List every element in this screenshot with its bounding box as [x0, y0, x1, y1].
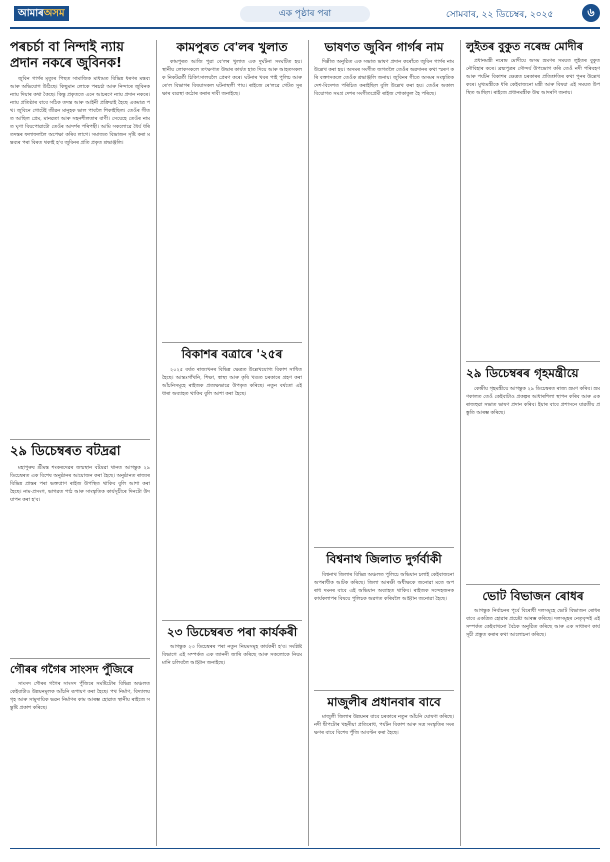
article-body	[162, 643, 302, 843]
divider	[314, 690, 454, 691]
column-1	[10, 40, 150, 830]
paragraph: মহাপুৰুষ শ্ৰীমন্ত শংকৰদেৱৰ জন্মস্থান বটদ্ৰৱা থানত আগন্তুক ২৯ ডিচেম্বৰত এক বিশেষ অনুষ্ঠানৰ আয়োজন কৰা হৈছে। অনুষ্ঠানত ৰাজ্যৰ বিভিন্ন প্ৰান্তৰ পৰা ভক্তপ্ৰাণ ৰাইজ উপস্থিত থাকিব বুলি আশা কৰা হৈছে। নাম-প্ৰসংগ, ভাগৱত পাঠ আৰু সাংস্কৃতিক কাৰ্যসূচীৰে দিনটো উদযাপন কৰা হ'ব।	[10, 464, 150, 503]
article-body	[466, 607, 600, 842]
paragraph: প্ৰধানমন্ত্ৰী নৰেন্দ্ৰ মোদীয়ে অসম ভ্ৰমণৰ সময়ত লুইতৰ বুকুত নৌবিহাৰ কৰে। ব্ৰহ্মপুত্ৰৰ সৌন্দৰ্য উপভোগ কৰি তেওঁ নদী পৰিবহণ আৰু পৰ্যটন বিকাশৰ ক্ষেত্ৰত চৰকাৰৰ প্ৰতিশ্ৰুতিৰ কথা পুনৰ উল্লেখ কৰে। মুখ্যমন্ত্ৰীকে ধৰি কেইবাজনো মন্ত্ৰী আৰু বিষয়া এই সময়ত উপস্থিত আছিল। ৰাইজে প্ৰধানমন্ত্ৰীক উষ্ম আদৰণি জনায়।	[466, 58, 600, 97]
headline-majuli: মাজুলীৰ প্ৰধানবাৰ বাবে	[327, 694, 441, 709]
paragraph: কামপুৰত আজি পুৱা বে'লৰ খুলাত এক দুৰ্ঘটনা সংঘটিত হয়। স্থানীয় লোকসকলে তৎক্ষণাত উদ্ধাৰ কাৰ্যত হাত দিয়ে আৰু আহতসকলক নিকটৱৰ্তী চিকিৎসালয়লৈ প্ৰেৰণ কৰে। ঘটনাৰ খবৰ পাই পুলিচ আৰু ৰে'ল বিভাগৰ বিষয়াসকল ঘটনাস্থলী পায়। ৰাইজে ৰে'লৱে গেটত সুৰক্ষাৰ ব্যৱস্থা কঠোৰ কৰাৰ দাবী জনাইছে।	[162, 59, 302, 98]
column-divider	[156, 40, 157, 846]
paragraph: ২০২৫ বৰ্ষত ৰাজ্যখনৰ বিভিন্ন ক্ষেত্ৰত উল্লেখযোগ্য বিকাশ সাধিত হৈছে। আন্তঃগাঁথনি, শিক্ষা, স্বাস্থ্য আৰু কৃষি খণ্ডত চৰকাৰে গ্ৰহণ কৰা আঁচনিসমূহে ৰাইজক প্ৰত্যক্ষভাৱে উপকৃত কৰিছে। নতুন বৰ্ষতো এই ধাৰা অব্যাহত থাকিব বুলি আশা কৰা হৈছে।	[162, 366, 302, 397]
headline-batadrava: ২৯ ডিচেম্বৰত বটদ্ৰৱা	[10, 444, 121, 460]
headline-jubin-speech: ভাষণত জুবিন গাৰ্গৰ নাম	[324, 40, 444, 54]
page-number: ৬	[582, 4, 600, 22]
paragraph: দিল্লীত অনুষ্ঠিত এক সভাত ভাষণ প্ৰদান কৰোঁতে জুবিন গাৰ্গৰ নাম উল্লেখ কৰা হয়। অসমৰ সংগীত জগতলৈ তেওঁৰ অৱদানৰ কথা স্মৰণ কৰি বক্তাসকলে তেওঁক শ্ৰদ্ধাঞ্জলি জনায়। জুবিনৰ গীতে অসমৰ সংস্কৃতিক দেশ-বিদেশত পৰিচিত কৰাইছিল বুলি উল্লেখ কৰা হয়। তেওঁৰ অকাল বিয়োগত সমগ্ৰ দেশৰ সংগীতপ্ৰেমী ৰাইজ শোকাকুল হৈ পৰিছে।	[314, 59, 454, 98]
headline-home-minister: ২৯ ডিচেম্বৰৰ গৃহমন্ত্ৰীয়ে	[466, 366, 579, 381]
header-rule	[10, 27, 600, 29]
article-body	[314, 58, 454, 543]
article-body	[466, 57, 600, 357]
masthead-logo	[14, 6, 69, 21]
logo-prefix: আমাৰ	[18, 8, 44, 19]
divider	[162, 342, 302, 343]
article-body	[162, 366, 302, 616]
article-body	[162, 58, 302, 338]
paragraph: মাজুলী জিলাৰ উন্নয়নৰ বাবে চৰকাৰে নতুন আঁচনি ঘোষণা কৰিছে। নদী দ্বীপটোৰ খহনীয়া প্ৰতিৰোধ, পৰ্যটন বিকাশ আৰু সত্ৰ সংস্কৃতিৰ সংৰক্ষণৰ বাবে বিশেষ পুঁজি আবণ্টন কৰা হৈছে।	[314, 714, 454, 737]
article-body	[314, 713, 454, 853]
paragraph: সাংসদ গৌৰৰ গগৈৰ সাংসদ পুঁজিৰে সমষ্টিটোৰ বিভিন্ন অঞ্চলত কেইবাটাও উন্নয়নমূলক আঁচনি ৰূপায়ণ কৰা হৈছে। পথ নিৰ্মাণ, বিদ্যালয় গৃহ আৰু সামুদায়িক ভৱন নিৰ্মাণৰ কাম আৰম্ভ হোৱাত স্থানীয় ৰাইজে সন্তুষ্টি প্ৰকাশ কৰিছে।	[10, 680, 150, 711]
column-divider	[460, 40, 461, 846]
paragraph: আগন্তুক নিৰ্বাচনৰ পূৰ্বে বিৰোধী দলসমূহে ভোট বিভাজন ৰোধৰ বাবে একত্ৰিত হোৱাৰ প্ৰচেষ্টা আৰম্ভ কৰিছে। দলসমূহৰ নেতৃবৃন্দই এই সম্পৰ্কত কেইবাখনো বৈঠক অনুষ্ঠিত কৰিছে আৰু এক সাধাৰণ কাৰ্যসূচী প্ৰস্তুত কৰাৰ কথা আলোচনা কৰিছে।	[466, 607, 600, 638]
column-4	[466, 40, 600, 842]
article-body	[314, 571, 454, 686]
headline-vote-split: ভোট বিভাজন ৰোধৰ	[482, 588, 584, 603]
article-body	[10, 75, 150, 435]
column-3	[314, 40, 454, 853]
divider	[10, 658, 150, 659]
section-label: এক পৃষ্ঠাৰ পৰা	[240, 6, 370, 22]
paragraph: কেন্দ্ৰীয় গৃহমন্ত্ৰীয়ে আগন্তুক ২৯ ডিচেম্বৰত ৰাজ্য ভ্ৰমণ কৰিব। ভ্ৰমণকালত তেওঁ কেইবাটাও প্ৰকল্পৰ আধাৰশিলা স্থাপন কৰিব আৰু এক ৰাজহুৱা সভাত ভাষণ প্ৰদান কৰিব। ইয়াৰ বাবে প্ৰশাসনে যাৱতীয় প্ৰস্তুতি আৰম্ভ কৰিছে।	[466, 385, 600, 416]
column-divider	[308, 40, 309, 846]
headline-vikash-2025: বিকাশৰ বত্ৰাৰে '২৫ৰ	[181, 347, 283, 362]
headline-biswanath: বিশ্বনাথ জিলাত দুৰ্গৰ্বাকী	[326, 552, 442, 567]
paragraph: আগন্তুক ২৩ ডিচেম্বৰৰ পৰা নতুন নিয়মসমূহ কাৰ্যকৰী হ'ব। সংশ্লিষ্ট বিভাগে এই সম্পৰ্কত এক জাননী জাৰি কৰিছে আৰু সকলোকে নিয়ম মানি চলিবলৈ আহ্বান জনাইছে।	[162, 644, 302, 667]
headline-kampur-railway: কামপুৰত বে'লৰ খুলাত	[176, 40, 288, 54]
paragraph: জুবিন গাৰ্গৰ মৃত্যুৰ পিছত সামাজিক মাধ্যমত বিভিন্ন ধৰণৰ মন্তব্য আৰু অভিযোগ উঠিছে। কিছুমান লোকে পৰচৰ্চা আৰু নিন্দাৰে জুবিনক ন্যায় দিয়াৰ কথা কৈছে। কিন্তু প্ৰকৃততে এনে আচৰণে ন্যায় প্ৰদান নকৰে। ন্যায় প্ৰতিষ্ঠাৰ বাবে সঠিক তদন্ত আৰু আইনী প্ৰক্ৰিয়াই হৈছে একমাত্ৰ পথ। জুবিনে গোটেই জীৱন মানুহক ভাল পাবলৈ শিকাইছিল। তেওঁৰ গীতত আছিল প্ৰেম, মানৱতা আৰু সহনশীলতাৰ বাণী। সেয়েহে তেওঁৰ নামত ঘৃণা বিয়পোৱাটো তেওঁৰ আদৰ্শৰ পৰিপন্থী। আমি সকলোৱে ধৈৰ্য ধৰি তদন্তৰ ফলাফললৈ অপেক্ষা কৰিব লাগে। সমাজত বিভাজন সৃষ্টি কৰা মন্তব্যৰ পৰা বিৰত থকাই হ'ব জুবিনৰ প্ৰতি প্ৰকৃত শ্ৰদ্ধাঞ্জলি।	[10, 76, 150, 147]
headline-jubin-gossip: পৰচৰ্চা বা নিন্দাই ন্যায় প্ৰদান নকৰে জুবিনক!	[10, 40, 124, 71]
article-body	[10, 464, 150, 654]
headline-gaurav-gogoi: গৌৰৰ গগৈৰ সাংসদ পুঁজিৰে	[10, 662, 134, 676]
headline-dec23-effective: ২৩ ডিচেম্বৰত পৰা কাৰ্যকৰী	[166, 624, 298, 639]
logo-suffix: অসম	[43, 8, 65, 19]
issue-date: সোমবাৰ, ২২ ডিচেম্বৰ, ২০২৫	[446, 10, 554, 20]
page-header	[0, 0, 610, 28]
article-body	[10, 680, 150, 830]
footer-rule	[10, 848, 600, 849]
divider	[10, 439, 150, 440]
headline-modi-luit: লুইতৰ বুকুত নৰেন্দ্ৰ মোদীৰ	[466, 40, 583, 53]
divider	[162, 620, 302, 621]
paragraph: বিশ্বনাথ জিলাৰ বিভিন্ন অঞ্চলত পুলিচে অভিযান চলাই কেইবাজনো অপৰাধীক আটক কৰিছে। জিলা আৰক্ষী অধীক্ষকে জনোৱা মতে অপৰাধ দমনৰ বাবে এই অভিযান অব্যাহত থাকিব। ৰাইজক সন্দেহজনক কাৰ্যকলাপৰ বিষয়ে পুলিচক অৱগত কৰিবলৈ আহ্বান জনোৱা হৈছে।	[314, 571, 454, 602]
article-body	[466, 385, 600, 580]
divider	[314, 547, 454, 548]
divider	[466, 584, 600, 585]
divider	[466, 361, 600, 362]
column-2	[162, 40, 302, 843]
